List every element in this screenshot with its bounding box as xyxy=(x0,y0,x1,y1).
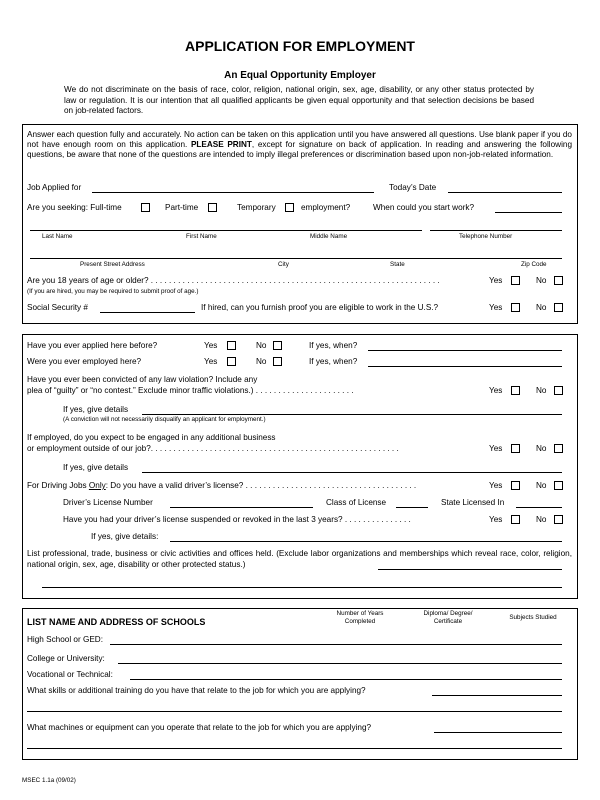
street-caption: Present Street Address xyxy=(80,261,145,268)
ssn-label: Social Security # xyxy=(27,303,88,312)
age-no-checkbox[interactable] xyxy=(554,276,563,285)
suspended-details-field[interactable] xyxy=(170,541,562,542)
employed-yes-label: Yes xyxy=(204,357,218,366)
applied-no-label: No xyxy=(256,341,267,350)
suspended-details-label: If yes, give details: xyxy=(91,532,159,541)
job-applied-label: Job Applied for xyxy=(27,183,82,192)
high-school-field[interactable] xyxy=(110,644,562,645)
applied-before-label: Have you ever applied here before? xyxy=(27,341,158,350)
conviction-note: (A conviction will not necessarily disqualify an applicant for employment.) xyxy=(63,416,266,423)
age-yes-label: Yes xyxy=(489,276,503,285)
driving-question: For Driving Jobs Only: Do you have a valid driver’s license? . . . . . . . . . . . . . . . . . . . . . . . . . . . . . . . . . . . . . . xyxy=(27,481,417,490)
job-applied-field[interactable] xyxy=(92,192,374,193)
convicted-details-field[interactable] xyxy=(142,414,562,415)
college-field[interactable] xyxy=(118,663,562,664)
temporary-checkbox[interactable] xyxy=(285,203,294,212)
convicted-no-label: No xyxy=(536,386,547,395)
diploma-column-header: Diploma/ Degree/ Certificate xyxy=(423,610,473,625)
license-number-field[interactable] xyxy=(170,507,313,508)
convicted-yes-checkbox[interactable] xyxy=(511,386,520,395)
ssn-field[interactable] xyxy=(100,312,195,313)
full-time-checkbox[interactable] xyxy=(141,203,150,212)
convicted-question-2: plea of “guilty” or “no contest.” Exclude minor traffic violations.) . . . . . . . . . . . . . . . . . . . . . . xyxy=(27,386,354,395)
employed-no-checkbox[interactable] xyxy=(273,357,282,366)
license-class-field[interactable] xyxy=(396,507,428,508)
activities-field-2[interactable] xyxy=(42,587,562,588)
additional-no-label: No xyxy=(536,444,547,453)
employed-when-field[interactable] xyxy=(368,366,562,367)
first-name-caption: First Name xyxy=(186,233,217,240)
additional-question-1: If employed, do you expect to be engaged in any additional business xyxy=(27,433,276,442)
state-licensed-field[interactable] xyxy=(516,507,562,508)
skills-field-1[interactable] xyxy=(432,695,562,696)
suspended-yes-label: Yes xyxy=(489,515,503,524)
proof-yes-label: Yes xyxy=(489,303,503,312)
years-column-header: Number of Years Completed xyxy=(336,610,384,625)
part-time-label: Part-time xyxy=(165,203,199,212)
license-number-label: Driver’s License Number xyxy=(63,498,153,507)
part-time-checkbox[interactable] xyxy=(208,203,217,212)
suspended-yes-checkbox[interactable] xyxy=(511,515,520,524)
age-question: Are you 18 years of age or older? . . . . . . . . . . . . . . . . . . . . . . . . . . . . . . . . . . . . . . . . . . . . . . . . . . . . . . . . . . . . . . . . xyxy=(27,276,440,285)
age-no-label: No xyxy=(536,276,547,285)
zip-caption: Zip Code xyxy=(521,261,547,268)
additional-details-field[interactable] xyxy=(142,472,562,473)
employed-yes-checkbox[interactable] xyxy=(227,357,236,366)
high-school-label: High School or GED: xyxy=(27,635,103,644)
license-class-label: Class of License xyxy=(326,498,387,507)
subjects-column-header: Subjects Studied xyxy=(509,614,557,621)
activities-question: List professional, trade, business or civic activities and offices held. (Exclude labor organizations and memberships which reveal race, color, religion, national origin, sex, age, disability or other protected status.) xyxy=(27,549,572,569)
state-caption: State xyxy=(390,261,405,268)
employment-label: employment? xyxy=(301,203,351,212)
education-section xyxy=(22,608,578,760)
seeking-label: Are you seeking: Full-time xyxy=(27,203,122,212)
schools-heading: LIST NAME AND ADDRESS OF SCHOOLS xyxy=(27,617,206,627)
skills-field-2[interactable] xyxy=(27,711,562,712)
applied-yes-label: Yes xyxy=(204,341,218,350)
employed-no-label: No xyxy=(256,357,267,366)
activities-field-1[interactable] xyxy=(378,569,562,570)
convicted-no-checkbox[interactable] xyxy=(554,386,563,395)
machines-question: What machines or equipment can you operate that relate to the job for which you are applying? xyxy=(27,723,372,732)
page-subtitle: An Equal Opportunity Employer xyxy=(224,70,376,81)
proof-no-label: No xyxy=(536,303,547,312)
todays-date-label: Today’s Date xyxy=(389,183,437,192)
form-id: MSEC 1.1a (09/02) xyxy=(22,777,76,784)
convicted-yes-label: Yes xyxy=(489,386,503,395)
proof-yes-checkbox[interactable] xyxy=(511,303,520,312)
proof-no-checkbox[interactable] xyxy=(554,303,563,312)
proof-question: If hired, can you furnish proof you are eligible to work in the U.S.? xyxy=(201,303,439,312)
license-no-checkbox[interactable] xyxy=(554,481,563,490)
employed-when-label: If yes, when? xyxy=(309,357,358,366)
license-no-label: No xyxy=(536,481,547,490)
additional-yes-checkbox[interactable] xyxy=(511,444,520,453)
start-work-field[interactable] xyxy=(495,212,562,213)
additional-details-label: If yes, give details xyxy=(63,463,129,472)
applied-yes-checkbox[interactable] xyxy=(227,341,236,350)
applied-no-checkbox[interactable] xyxy=(273,341,282,350)
suspended-no-checkbox[interactable] xyxy=(554,515,563,524)
machines-field-2[interactable] xyxy=(27,748,562,749)
applied-when-label: If yes, when? xyxy=(309,341,358,350)
temporary-label: Temporary xyxy=(237,203,276,212)
applied-when-field[interactable] xyxy=(368,350,562,351)
machines-field-1[interactable] xyxy=(434,732,562,733)
additional-yes-label: Yes xyxy=(489,444,503,453)
state-licensed-label: State Licensed In xyxy=(441,498,505,507)
middle-name-caption: Middle Name xyxy=(310,233,348,240)
last-name-caption: Last Name xyxy=(42,233,73,240)
employed-here-label: Were you ever employed here? xyxy=(27,357,142,366)
age-yes-checkbox[interactable] xyxy=(511,276,520,285)
page-title: APPLICATION FOR EMPLOYMENT xyxy=(185,38,415,54)
city-caption: City xyxy=(278,261,289,268)
college-label: College or University: xyxy=(27,654,105,663)
name-field[interactable] xyxy=(30,230,422,231)
telephone-caption: Telephone Number xyxy=(459,233,513,240)
eeo-statement: We do not discriminate on the basis of race, color, religion, national origin, sex, age, disability, or any other status protected by law or regulation. It is our intention that all qualified applicants be given equal opportunity and that selection decisions be based on job-related factors. xyxy=(64,85,534,115)
suspended-question: Have you had your driver’s license suspended or revoked in the last 3 years? . . . . . . . . . . . . . . . xyxy=(63,515,411,524)
telephone-field[interactable] xyxy=(430,230,562,231)
license-yes-label: Yes xyxy=(489,481,503,490)
additional-question-2: or employment outside of our job?. . . . . . . . . . . . . . . . . . . . . . . . . . . . . . . . . . . . . . . . . . . . . . . . . . . . . . . xyxy=(27,444,399,453)
start-work-label: When could you start work? xyxy=(373,203,475,212)
instructions: Answer each question fully and accurately. No action can be taken on this application until you have answered all questions. Use blank paper if you do not have enough room on this application. PLEASE PRINT, except for signature on back of application. In reading and answering the following questions, be aware that none of the questions are intended to imply illegal preferences or discrimination based upon non-job-related information. xyxy=(27,130,573,159)
age-note: (If you are hired, you may be required to submit proof of age.) xyxy=(27,288,199,295)
suspended-no-label: No xyxy=(536,515,547,524)
convicted-details-label: If yes, give details xyxy=(63,405,129,414)
additional-no-checkbox[interactable] xyxy=(554,444,563,453)
skills-question: What skills or additional training do you have that relate to the job for which you are applying? xyxy=(27,686,366,695)
convicted-question-1: Have you ever been convicted of any law violation? Include any xyxy=(27,375,258,384)
license-yes-checkbox[interactable] xyxy=(511,481,520,490)
todays-date-field[interactable] xyxy=(448,192,562,193)
address-field[interactable] xyxy=(30,258,562,259)
vocational-field[interactable] xyxy=(130,679,562,680)
vocational-label: Vocational or Technical: xyxy=(27,670,113,679)
